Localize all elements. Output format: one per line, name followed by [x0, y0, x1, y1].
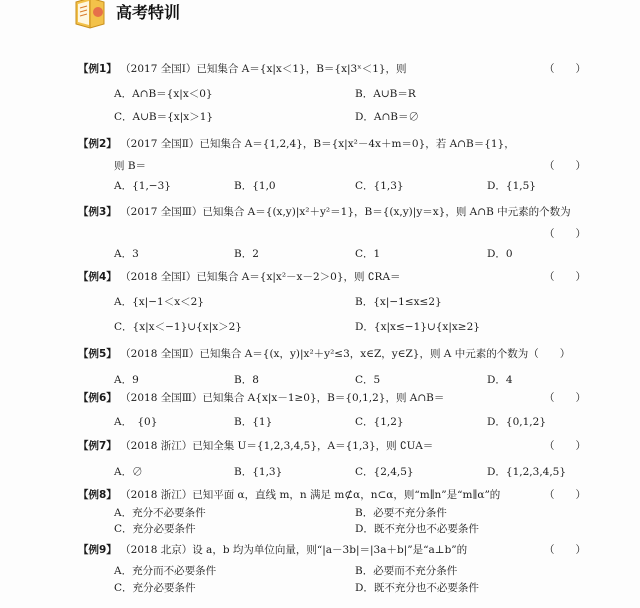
option-c: C．{1,2} [355, 416, 404, 428]
question-number: 【例4】 [78, 271, 117, 283]
question-stem: （2017 全国Ⅰ）已知集合 A＝{x|x＜1}，B＝{x|3ˣ＜1}，则 [120, 63, 407, 75]
question-stem: （2017 全国Ⅱ）已知集合 A＝{1,2,4}，B＝{x|x²－4x＋m＝0}，若 A∩B＝{1}， [120, 138, 515, 150]
section-header [72, 0, 272, 34]
option-c: C．A∪B＝{x|x＞1} [114, 111, 214, 123]
option-c: C．1 [355, 248, 381, 260]
option-b: B．2 [234, 248, 259, 260]
option-d: D．既不充分也不必要条件 [355, 523, 479, 535]
option-c: C．5 [355, 374, 381, 386]
question-number: 【例7】 [78, 440, 117, 452]
option-b: B．8 [234, 374, 259, 386]
option-b: B．{1,0 [234, 180, 276, 192]
option-a: A．{x|−1＜x＜2} [114, 296, 204, 308]
option-a: A．充分不必要条件 [114, 507, 206, 519]
question-number: 【例1】 [78, 63, 117, 75]
option-c: C．{2,4,5} [355, 466, 414, 478]
question-stem: （2017 全国Ⅲ）已知集合 A＝{(x,y)|x²＋y²＝1}，B＝{(x,y)|y＝x}，则 A∩B 中元素的个数为 [120, 206, 571, 218]
question-number: 【例2】 [78, 138, 117, 150]
question-number: 【例8】 [78, 489, 117, 501]
question-8 [78, 487, 500, 502]
question-stem-cont: 则 B＝ [114, 160, 147, 172]
option-d: D．既不充分也不必要条件 [355, 582, 479, 594]
answer-paren: （ ） [544, 63, 586, 75]
question-stem: （2018 浙江）已知平面 α，直线 m，n 满足 m⊄α，n⊂α，则“m∥n”是“m∥α”的 [120, 489, 501, 501]
option-b: B．A∪B＝R [355, 88, 416, 100]
page-title: 高考特训 [116, 3, 181, 22]
question-3 [78, 204, 571, 219]
option-d: D．4 [487, 374, 513, 386]
answer-paren: （ ） [544, 440, 586, 452]
question-7 [78, 438, 433, 453]
option-a: A．{1,−3} [114, 180, 171, 192]
question-number: 【例3】 [78, 206, 117, 218]
option-d: D．{0,1,2} [487, 416, 546, 428]
question-6 [78, 390, 444, 405]
option-b: B．{x|−1≤x≤2} [355, 296, 442, 308]
question-stem: （2018 浙江）已知全集 U＝{1,2,3,4,5}，A＝{1,3}，则 ∁UA＝ [120, 440, 434, 452]
option-d: D．0 [487, 248, 513, 260]
option-c: C．充分必要条件 [114, 523, 196, 535]
question-stem: （2018 全国Ⅱ）已知集合 A＝{(x，y)|x²＋y²≤3，x∈Z，y∈Z}，则 A 中元素的个数为（ ） [120, 348, 571, 360]
question-stem: （2018 全国Ⅰ）已知集合 A＝{x|x²－x－2＞0}，则 ∁RA＝ [120, 271, 401, 283]
question-9 [78, 542, 467, 557]
answer-paren: （ ） [544, 228, 586, 240]
option-d: D．{1,2,3,4,5} [487, 466, 567, 478]
question-number: 【例9】 [78, 544, 117, 556]
question-number: 【例6】 [78, 392, 117, 404]
question-2 [78, 136, 515, 151]
option-b: B．{1} [234, 416, 273, 428]
answer-paren: （ ） [544, 544, 586, 556]
answer-paren: （ ） [544, 160, 586, 172]
question-stem: （2018 北京）设 a，b 均为单位向量，则“|a－3b|＝|3a＋b|”是“a⊥b”的 [120, 544, 468, 556]
question-5 [78, 346, 570, 361]
option-b: B．必要而不充分条件 [355, 565, 458, 577]
option-a: A．∅ [114, 466, 143, 478]
question-4 [78, 269, 401, 284]
option-a: A．3 [114, 248, 139, 260]
answer-paren: （ ） [544, 392, 586, 404]
option-c: C．{1,3} [355, 180, 404, 192]
option-a: A．9 [114, 374, 139, 386]
question-1 [78, 61, 407, 76]
option-b: B．{1,3} [234, 466, 283, 478]
answer-paren: （ ） [544, 271, 586, 283]
option-b: B．必要不充分条件 [355, 507, 447, 519]
answer-paren: （ ） [544, 489, 586, 501]
option-d: D．{x|x≤−1}∪{x|x≥2} [355, 321, 480, 333]
question-number: 【例5】 [78, 348, 117, 360]
option-c: C．{x|x＜−1}∪{x|x＞2} [114, 321, 242, 333]
option-c: C．充分必要条件 [114, 582, 196, 594]
option-d: D．A∩B＝∅ [355, 111, 420, 123]
option-a: A．A∩B＝{x|x＜0} [114, 88, 213, 100]
book-icon [72, 0, 108, 30]
option-a: A． {0} [114, 416, 158, 428]
question-stem: （2018 全国Ⅲ）已知集合 A{x|x－1≥0}，B＝{0,1,2}，则 A∩B＝ [120, 392, 445, 404]
option-d: D．{1,5} [487, 180, 536, 192]
option-a: A．充分而不必要条件 [114, 565, 217, 577]
